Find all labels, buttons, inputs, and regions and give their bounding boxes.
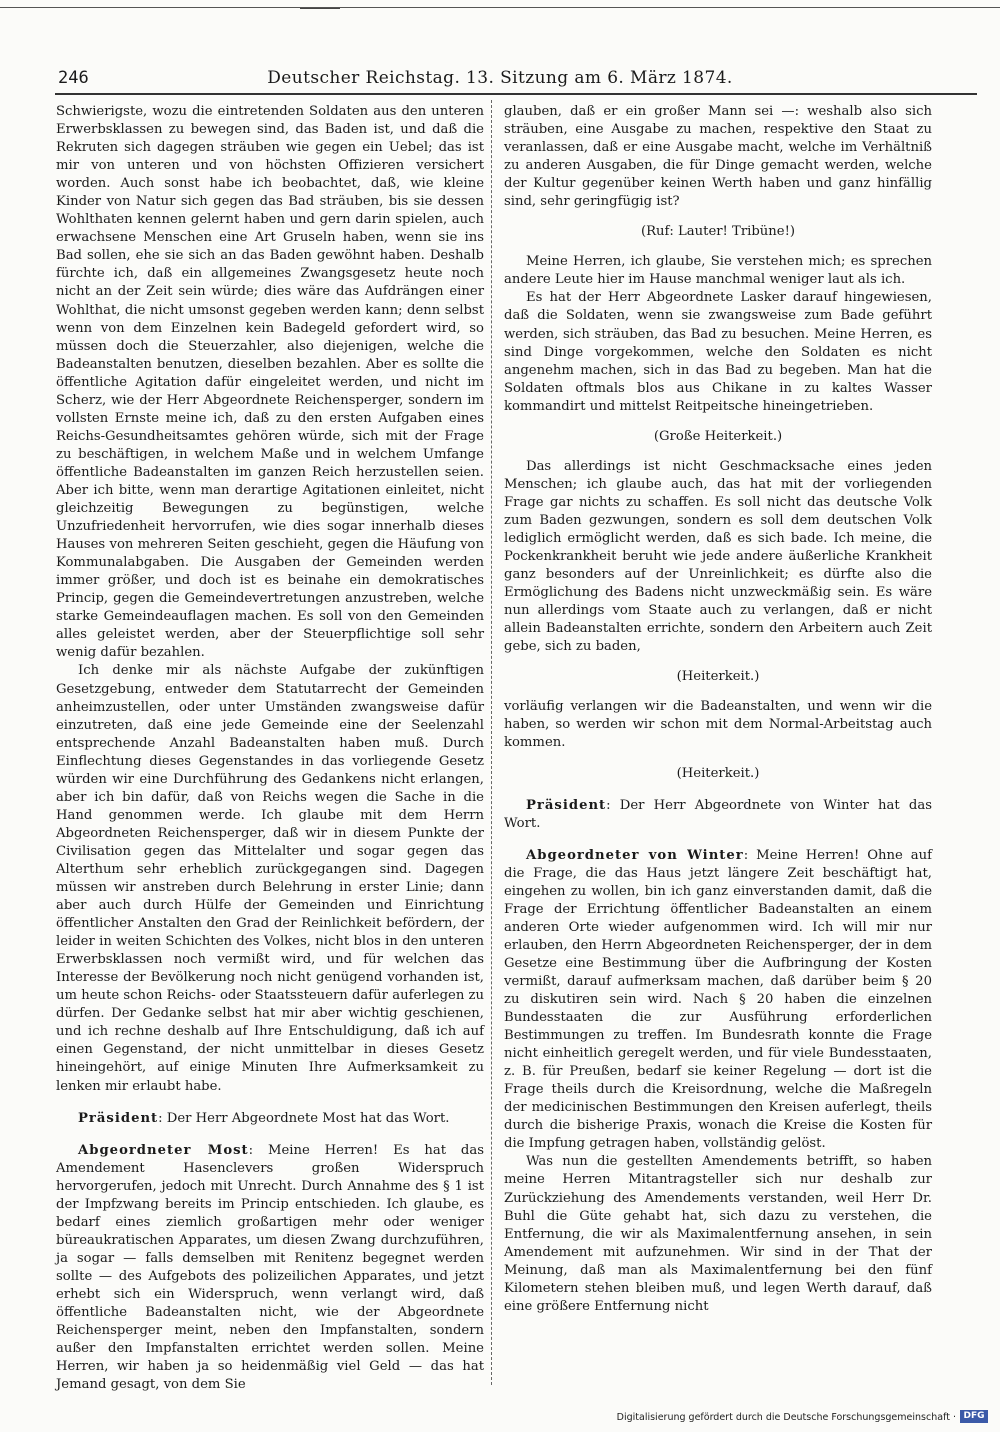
header-rule bbox=[55, 93, 977, 95]
speech-text: : Der Herr Abgeordnete Most hat das Wort. bbox=[158, 1110, 450, 1126]
column-divider bbox=[491, 100, 492, 1385]
page-number: 246 bbox=[58, 68, 89, 88]
digitization-credit: Digitalisierung gefördert durch die Deutsche Forschungsgemeinschaft · bbox=[616, 1412, 956, 1423]
interjection: (Heiterkeit.) bbox=[676, 765, 760, 781]
paragraph: glauben, daß er ein großer Mann sei —: weshalb also sich sträuben, eine Ausgabe zu machen, respektive den Staat zu veranlassen, daß er eine Ausgabe macht, welche im Verhältniß zu anderen Ausgaben, die für Dinge gemacht werden, welche der Kultur gegenüber keinen Werth haben und ganz hinfällig sind, sehr geringfügig ist? bbox=[504, 104, 932, 210]
left-column bbox=[56, 103, 484, 1394]
speech-text: : Meine Herren! Es hat das Amendement Hasenclevers großen Widerspruch hervorgerufen, jedoch mit Unrecht. Durch Annahme des § 1 ist der Impfzwang bereits im Princip entschieden. Ich glaube, es bedarf eines ziemlich großartigen mehr oder weniger büreaukratischen Apparates, um diesen Zwang durchzuführen, ja sogar — falls demselben mit Renitenz begegnet werden sollte — des Aufgebots des polizeilichen Apparates, und jetzt erhebt sich ein Widerspruch, wenn verlangt wird, daß öffentliche Badeanstalten nicht, wie der Abgeordnete Reichensperger meint, neben den Impfanstalten, sondern außer den Impfanstalten errichtet werden sollen. Meine Herren, wir haben ja so heidenmäßig viel Geld — das hat Jemand gesagt, von dem Sie bbox=[56, 1142, 484, 1393]
dfg-logo: DFG bbox=[960, 1410, 988, 1423]
speaker-name: Abgeordneter Most bbox=[78, 1142, 249, 1158]
paragraph bbox=[504, 847, 932, 1154]
paragraph bbox=[56, 1142, 484, 1395]
paragraph: vorläufig verlangen wir die Badeanstalten, und wenn wir die haben, so werden wir schon mit dem Normal-Arbeitstag auch kommen. bbox=[504, 699, 932, 751]
paragraph: Was nun die gestellten Amendements betrifft, so haben meine Herren Mitantragsteller sich nur deshalb zur Zurückziehung des Amendements verstanden, weil Herr Dr. Buhl die Güte gehabt hat, sich dazu zu verstehen, die Entfernung, die wir als Maximalentfernung ansehen, in sein Amendement mit aufzunehmen. Wir sind in der That der Meinung, daß man als Maximalentfernung bei den fünf Kilometern stehen bleiben muß, und legen Werth darauf, daß eine größere Entfernung nicht bbox=[504, 1154, 932, 1314]
running-head: Deutscher Reichstag. 13. Sitzung am 6. März 1874. bbox=[267, 68, 733, 88]
interjection: (Ruf: Lauter! Tribüne!) bbox=[640, 224, 796, 240]
speech-text: : Der Herr Abgeordnete von Winter hat das Wort. bbox=[504, 797, 932, 831]
paragraph: Schwierigste, wozu die eintretenden Soldaten aus den unteren Erwerbsklassen zu bewegen sind, das Baden ist, und daß die Rekruten sich dagegen sträuben wie gegen ein Uebel; das ist mir von unteren und von höchsten Offizieren versichert worden. Auch sonst habe ich beobachtet, daß, wie kleine Kinder von Natur sich gegen das Bad sträuben, bis sie dessen Wohlthaten kennen gelernt haben und gern darin spielen, auch erwachsene Menschen eine Art Gruseln haben, wenn sie ins Bad sollen, ehe sie sich an das Baden gewöhnt haben. Deshalb fürchte ich, daß ein allgemeines Zwangsgesetz heute noch nicht an der Zeit sein würde; dies wäre das Aufdrängen einer Wohlthat, die nicht umsonst gegeben werden kann; denn selbst wenn von dem Einzelnen kein Badegeld gefordert wird, so müssen doch die Steuerzahler, also diejenigen, welche die Badeanstalten benutzen, dieselben bezahlen. Aber es sollte die öffentliche Agitation dafür eingeleitet werden, und nicht im Scherz, wie der Herr Abgeordnete Reichensperger, sondern im vollsten Ernste meine ich, daß zu den ersten Aufgaben eines Reichs-Gesundheitsamtes gehören würde, sich mit der Frage zu beschäftigen, in welchem Maße und in welchem Umfange öffentliche Badeanstalten im ganzen Reich herzustellen seien. Aber ich bitte, wenn man derartige Agitationen einleitet, nicht gleichzeitig Bewegungen zu begünstigen, welche Unzufriedenheit hervorrufen, wie dies sogar innerhalb dieses Hauses von mehreren Seiten geschieht, gegen die Häufung von Kommunalabgaben. Die Ausgaben der Gemeinden werden immer größer, und doch ist es beinahe ein demokratisches Princip, gegen die Gemeindevertretungen anzustreben, welche starke Gemeindeauflagen machen. Es soll von den Gemeinden alles geleistet werden, aber der Steuerpflichtige soll sehr wenig dafür bezahlen. bbox=[56, 104, 484, 661]
top-edge-rule bbox=[0, 7, 1000, 8]
interjection: (Heiterkeit.) bbox=[676, 669, 760, 685]
right-column bbox=[504, 103, 932, 1316]
paragraph: Meine Herren, ich glaube, Sie verstehen mich; es sprechen andere Leute hier im Hause manchmal weniger laut als ich. bbox=[504, 254, 932, 288]
paragraph bbox=[56, 1110, 484, 1128]
speech-text: : Meine Herren! Ohne auf die Frage, die das Haus jetzt längere Zeit beschäftigt hat, eingehen zu wollen, bin ich ganz einverstanden damit, daß die Frage der Errichtung öffentlicher Badeanstalten an einem anderen Orte wieder aufgenommen wird. Ich will mir nur erlauben, den Herrn Abgeordneten Reichensperger, der in dem Gesetze eine Bestimmung über die Aufbringung der Kosten vermißt, darauf aufmerksam machen, daß darüber beim § 20 zu diskutiren sein wird. Nach § 20 haben die einzelnen Bundesstaaten die zur Ausführung erforderlichen Bestimmungen zu treffen. Im Bundesrath konnte die Frage nicht einheitlich geregelt werden, und für viele Bundesstaaten, z. B. für Preußen, bedarf sie keiner Regelung — dort ist die Frage theils durch die Kreisordnung, welche die Maßregeln der medicinischen Bestimmungen den Kreisen auferlegt, theils durch die bisherige Praxis, wonach die Kreise die Kosten für die Impfung getragen haben, vollständig gelöst. bbox=[504, 847, 932, 1152]
paragraph: Es hat der Herr Abgeordnete Lasker darauf hingewiesen, daß die Soldaten, wenn sie zwangsweise zum Bade geführt werden, sich sträuben, das Bad zu besuchen. Meine Herren, es sind Dinge vorgekommen, welche den Soldaten es nicht angenehm machen, sich in das Bad zu begeben. Man hat die Soldaten oftmals blos aus Chikane in zu kaltes Wasser kommandirt und mittelst Reitpeitsche hineingetrieben. bbox=[504, 290, 932, 414]
speaker-name: Abgeordneter von Winter bbox=[526, 847, 744, 863]
speaker-name: Präsident bbox=[78, 1110, 159, 1126]
paragraph bbox=[504, 797, 932, 833]
top-edge-mark bbox=[300, 8, 340, 9]
interjection: (Große Heiterkeit.) bbox=[653, 428, 783, 444]
paragraph: Ich denke mir als nächste Aufgabe der zukünftigen Gesetzgebung, entweder dem Statutarrecht der Gemeinden anheimzustellen, oder unter Umständen zwangsweise dafür einzutreten, daß eine jede Gemeinde eine der Seelenzahl entsprechende Anzahl Badeanstalten haben muß. Durch Einflechtung dieses Gegenstandes in das vorliegende Gesetz würden wir eine Durchführung des Gedankens nicht erlangen, aber ich bin dafür, daß von Reichs wegen die Sache in die Hand genommen werde. Ich glaube mit dem Herrn Abgeordneten Reichensperger, daß wir in diesem Punkte der Civilisation gegen das Mittelalter und sogar gegen das Alterthum sehr erheblich zurückgegangen sind. Dagegen müssen wir anstreben durch Belehrung in erster Linie; dann aber auch durch Hülfe der Gemeinden und Einrichtung öffentlicher Anstalten den Grad der Reinlichkeit befördern, der leider in weiten Schichten des Volkes, nicht blos in den unteren Erwerbsklassen noch vermißt wird, und für welchen das Interesse der Bevölkerung noch nicht genügend vorhanden ist, um heute schon Reichs- oder Staatssteuern dafür auferlegen zu dürfen. Der Gedanke selbst hat mir aber wichtig geschienen, und ich rechne deshalb auf Ihre Entschuldigung, daß ich auf einen Gegenstand, der nicht unmittelbar in dieses Gesetz hineingehört, auf einige Minuten Ihre Aufmerksamkeit zu lenken mir erlaubt habe. bbox=[56, 663, 484, 1094]
speaker-name: Präsident bbox=[526, 797, 607, 813]
paragraph: Das allerdings ist nicht Geschmacksache eines jeden Menschen; ich glaube auch, das hat mit der vorliegenden Frage gar nichts zu schaffen. Es soll nicht das deutsche Volk zum Baden gezwungen, sondern es soll dem deutschen Volk lediglich ermöglicht werden, daß es sich bade. Ich meine, die Pockenkrankheit beruht wie jede andere äußerliche Krankheit ganz besonders auf der Unreinlichkeit; es dürfte also die Ermöglichung des Badens nicht unzweckmäßig sein. Es wäre nun allerdings vom Staate auch zu verlangen, daß er nicht allein Badeanstalten errichte, sondern den Arbeitern auch Zeit gebe, sich zu baden, bbox=[504, 458, 932, 655]
